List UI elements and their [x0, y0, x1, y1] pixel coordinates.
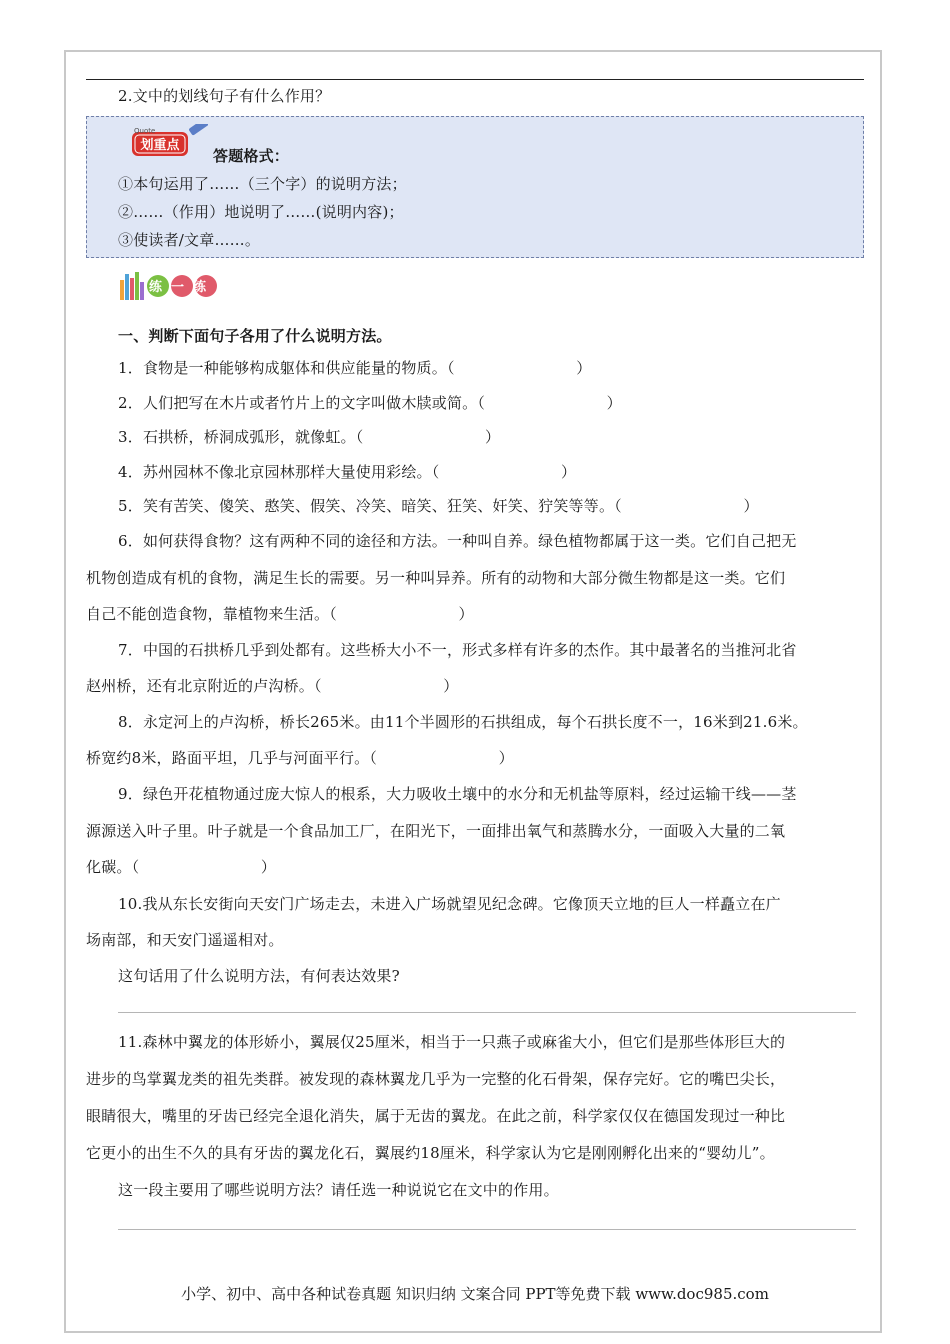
item-10-line-1: 10.我从东长安街向天安门广场走去，未进入广场就望见纪念碑。它像顶天立地的巨人一样矗立在广 — [118, 895, 781, 913]
item-11-line-4: 它更小的出生不久的具有牙齿的翼龙化石，翼展约18厘米，科学家认为它是刚刚孵化出来的“婴幼儿”。 — [86, 1144, 775, 1162]
item-11-line-2: 进步的鸟掌翼龙类的祖先类群。被发现的森林翼龙几乎为一完整的化石骨架，保存完好。它的嘴巴尖长， — [86, 1070, 786, 1088]
item-1: 1．食物是一种能够构成躯体和供应能量的物质。（ ） — [118, 359, 592, 377]
item-10-question: 这句话用了什么说明方法，有何表达效果? — [118, 967, 400, 985]
practice-banner-icon — [118, 266, 230, 302]
item-11-question: 这一段主要用了哪些说明方法？请任选一种说说它在文中的作用。 — [118, 1181, 559, 1199]
item-9-line-2: 源源送入叶子里。叶子就是一个食品加工厂，在阳光下，一面排出氧气和蒸腾水分，一面吸入大量的二氧 — [86, 822, 786, 840]
answer-line-10 — [118, 1012, 856, 1013]
tip-title: 答题格式： — [213, 147, 290, 165]
item-9-line-3: 化碳。（ ） — [86, 858, 277, 876]
tip-step-2: ②……（作用）地说明了……(说明内容)； — [118, 203, 404, 221]
item-2: 2．人们把写在木片或者竹片上的文字叫做木牍或简。（ ） — [118, 394, 622, 412]
header-question: 2.文中的划线句子有什么作用？ — [118, 87, 331, 105]
item-6-line-3: 自己不能创造食物，靠植物来生活。（ ） — [86, 605, 474, 623]
item-6-line-2: 机物创造成有机的食物，满足生长的需要。另一种叫异养。所有的动物和大部分微生物都是这一类。它们 — [86, 569, 786, 587]
tip-step-1: ①本句运用了……（三个字）的说明方法； — [118, 175, 407, 193]
item-11-line-3: 眼睛很大，嘴里的牙齿已经完全退化消失，属于无齿的翼龙。在此之前，科学家仅仅在德国发现过一种比 — [86, 1107, 786, 1125]
item-6-line-1: 6．如何获得食物？这有两种不同的途径和方法。一种叫自养。绿色植物都属于这一类。它们自己把无 — [118, 532, 797, 550]
item-8-line-2: 桥宽约8米，路面平坦，几乎与河面平行。（ ） — [86, 749, 514, 767]
item-7-line-2: 赵州桥，还有北京附近的卢沟桥。（ ） — [86, 677, 459, 695]
footer-banner: 小学、初中、高中各种试卷真题 知识归纳 文案合同 PPT等免费下载 www.doc985.com — [181, 1285, 769, 1303]
item-10-line-2: 场南部，和天安门遥遥相对。 — [86, 931, 284, 949]
highlight-badge-icon — [130, 124, 208, 160]
item-4: 4．苏州园林不像北京园林那样大量使用彩绘。（ ） — [118, 463, 577, 481]
item-11-line-1: 11.森林中翼龙的体形娇小，翼展仅25厘米，相当于一只燕子或麻雀大小，但它们是那些体形巨大的 — [118, 1033, 786, 1051]
tip-step-3: ③使读者/文章……。 — [118, 231, 261, 249]
badge-small-text: Quote — [134, 127, 156, 135]
practice-label: 练一练 — [148, 280, 216, 295]
answer-line-11 — [118, 1229, 856, 1230]
item-8-line-1: 8．永定河上的卢沟桥，桥长265米。由11个半圆形的石拱组成，每个石拱长度不一，16米到21.6米。 — [118, 713, 808, 731]
item-7-line-1: 7．中国的石拱桥几乎到处都有。这些桥大小不一，形式多样有许多的杰作。其中最著名的当推河北省 — [118, 641, 797, 659]
item-5: 5．笑有苦笑、傻笑、憨笑、假笑、冷笑、暗笑、狂笑、奸笑、狞笑等等。（ ） — [118, 497, 759, 515]
badge-label: 划重点 — [140, 138, 180, 153]
item-3: 3．石拱桥，桥洞成弧形，就像虹。（ ） — [118, 428, 501, 446]
header-rule — [86, 79, 864, 80]
section-title: 一、判断下面句子各用了什么说明方法。 — [118, 327, 392, 345]
item-9-line-1: 9．绿色开花植物通过庞大惊人的根系，大力吸收土壤中的水分和无机盐等原料，经过运输干线——茎 — [118, 785, 797, 803]
